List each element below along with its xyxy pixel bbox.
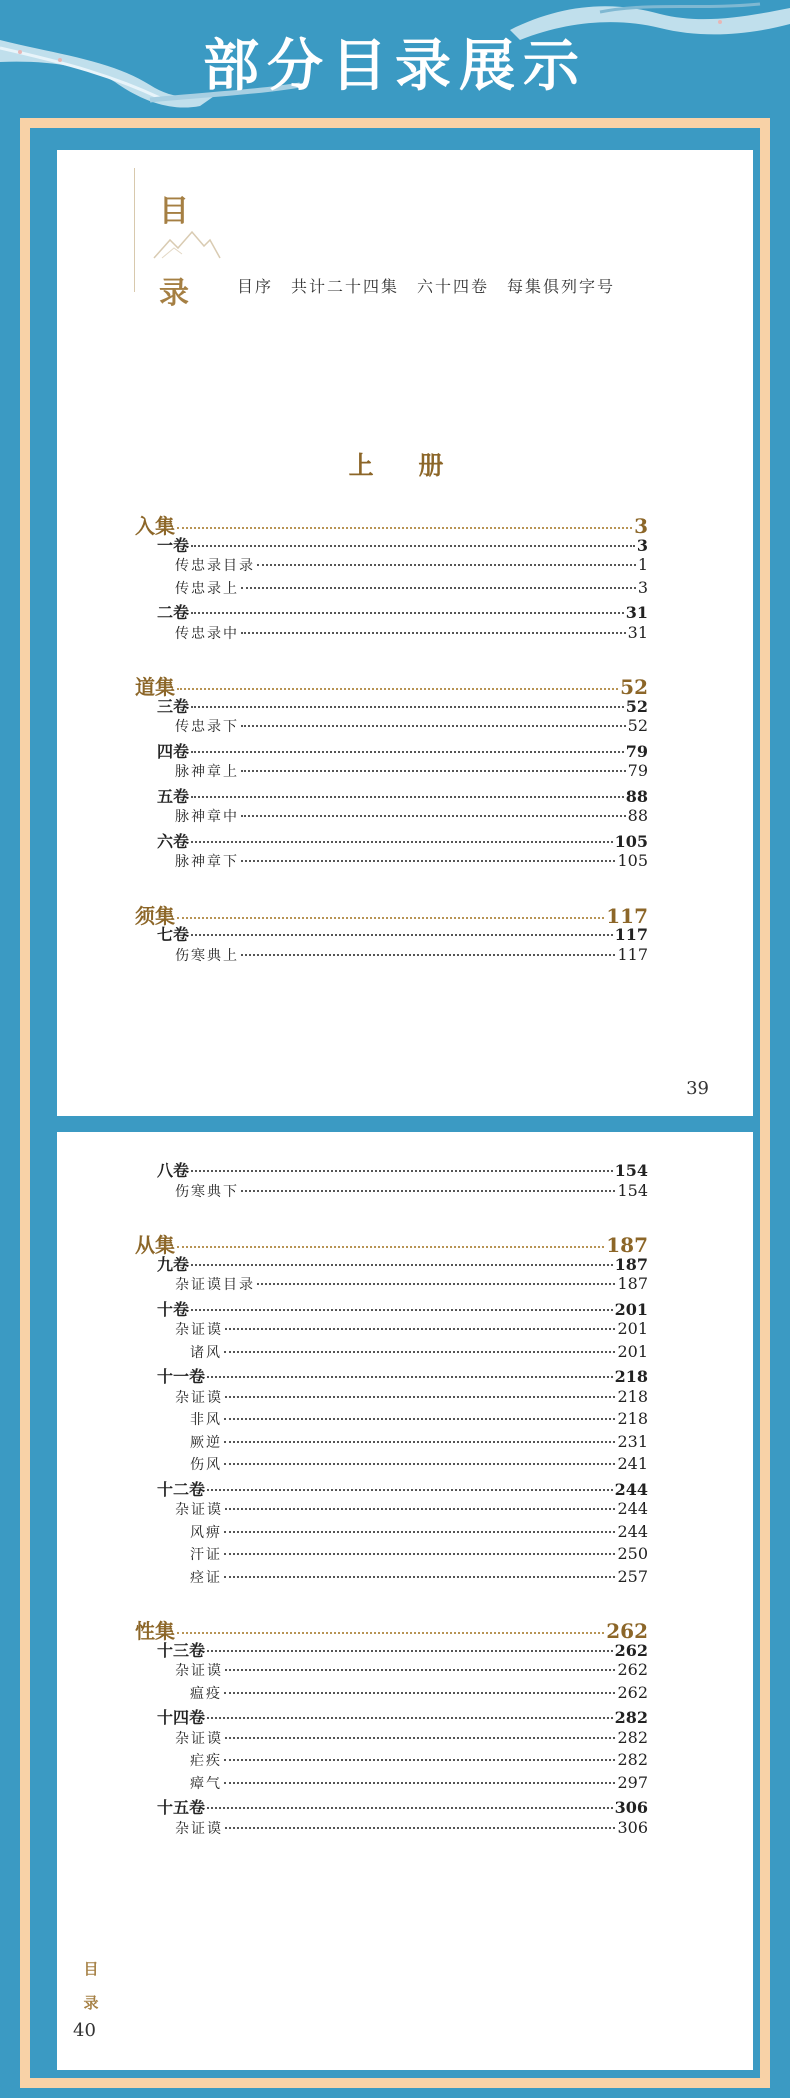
toc-volume-row bbox=[157, 533, 648, 556]
toc-leader-dots bbox=[225, 1669, 615, 1671]
toc-entry-row bbox=[175, 716, 648, 736]
toc-entry-row bbox=[175, 623, 648, 643]
toc-page-number: 262 bbox=[617, 1682, 648, 1702]
toc-entry-row bbox=[190, 1773, 648, 1793]
toc-leader-dots bbox=[207, 1650, 613, 1652]
toc-page-number: 244 bbox=[617, 1499, 648, 1518]
side-heading-lu: 录 bbox=[83, 1994, 99, 2012]
toc-page-number: 79 bbox=[627, 761, 648, 780]
toc-leader-dots bbox=[207, 1376, 613, 1378]
toc-entry-label: 杂证谟 bbox=[175, 1730, 223, 1747]
toc-leader-dots bbox=[191, 841, 613, 843]
toc-page-number: 306 bbox=[617, 1817, 648, 1837]
toc-entry-row bbox=[175, 1319, 648, 1339]
toc-leader-dots bbox=[224, 1759, 615, 1761]
toc-entry-label: 汗证 bbox=[190, 1547, 222, 1563]
toc-entry-label: 伤寒典上 bbox=[175, 947, 239, 964]
toc-page-number: 52 bbox=[625, 696, 648, 716]
toc-entry-label: 风痹 bbox=[190, 1524, 222, 1541]
toc-page-number: 262 bbox=[617, 1660, 648, 1679]
toc-leader-dots bbox=[257, 1283, 615, 1285]
toc-page-number: 117 bbox=[614, 925, 648, 944]
toc-entry-row bbox=[175, 578, 648, 598]
toc-page-number: 244 bbox=[617, 1521, 648, 1541]
toc-leader-dots bbox=[224, 1441, 615, 1443]
toc-entry-label: 从集 bbox=[135, 1233, 175, 1257]
toc-leader-dots bbox=[191, 1264, 613, 1266]
toc-entry-row bbox=[175, 761, 648, 781]
toc-entry-label: 伤风 bbox=[190, 1457, 222, 1473]
toc-entry-label: 八卷 bbox=[157, 1161, 190, 1180]
toc-entry-label: 十一卷 bbox=[157, 1367, 206, 1386]
toc-leader-dots bbox=[191, 1170, 613, 1172]
toc-entry-row bbox=[175, 1499, 648, 1519]
toc-leader-dots bbox=[224, 1692, 615, 1694]
heading-lu: 录 bbox=[159, 276, 189, 311]
toc-page-number: 306 bbox=[614, 1798, 648, 1817]
toc-volume-row bbox=[157, 1297, 648, 1320]
toc-entry-label: 十三卷 bbox=[157, 1640, 206, 1660]
side-heading-mu: 目 bbox=[83, 1960, 99, 1978]
toc-page-number: 88 bbox=[627, 806, 648, 825]
toc-leader-dots bbox=[225, 1508, 615, 1510]
toc-page-number: 154 bbox=[614, 1161, 648, 1180]
toc-leader-dots bbox=[191, 934, 613, 936]
toc-leader-dots bbox=[191, 545, 635, 547]
toc-entry-label: 厥逆 bbox=[190, 1434, 222, 1451]
toc-page-number: 3 bbox=[636, 535, 648, 555]
toc-entry-row bbox=[175, 806, 648, 826]
toc-entry-row bbox=[190, 1567, 648, 1587]
toc-leader-dots bbox=[224, 1418, 615, 1420]
heading-mu: 目 bbox=[159, 194, 189, 229]
toc-entry-row bbox=[190, 1683, 648, 1703]
toc-page-number: 282 bbox=[617, 1750, 648, 1769]
toc-volume-row bbox=[157, 1477, 648, 1500]
toc-page-number: 201 bbox=[617, 1319, 648, 1338]
toc-leader-dots bbox=[207, 1489, 613, 1491]
toc-page-number: 218 bbox=[617, 1409, 648, 1428]
toc-entry-label: 诸风 bbox=[190, 1344, 222, 1361]
toc-page-number: 105 bbox=[617, 851, 648, 870]
toc-page-number: 262 bbox=[606, 1619, 648, 1643]
toc-volume-row bbox=[157, 1364, 648, 1387]
mountain-icon bbox=[152, 228, 222, 260]
toc-page-number: 218 bbox=[614, 1367, 648, 1386]
toc-page-39 bbox=[57, 150, 753, 1116]
toc-leader-dots bbox=[177, 917, 604, 919]
toc-leader-dots bbox=[225, 1827, 615, 1829]
toc-page-number: 52 bbox=[620, 675, 648, 699]
toc-leader-dots bbox=[177, 1246, 604, 1248]
toc-entry-row bbox=[175, 945, 648, 965]
book-frame-inner bbox=[30, 128, 760, 2078]
toc-leader-dots bbox=[225, 1737, 615, 1739]
toc-entry-label: 非风 bbox=[190, 1412, 222, 1428]
toc-page-number: 187 bbox=[617, 1274, 648, 1293]
toc-entry-row bbox=[190, 1409, 648, 1429]
toc-leader-dots bbox=[257, 564, 636, 566]
toc-page-number: 241 bbox=[617, 1454, 648, 1473]
toc-entry-label: 道集 bbox=[135, 675, 175, 699]
toc-entry-label: 性集 bbox=[135, 1619, 175, 1643]
toc-page-number: 79 bbox=[625, 741, 648, 761]
toc-subtitle: 目序 共计二十四集 六十四卷 每集俱列字号 bbox=[237, 277, 616, 296]
toc-entry-row bbox=[175, 1387, 648, 1407]
toc-leader-dots bbox=[191, 796, 624, 798]
toc-entry-label: 须集 bbox=[135, 903, 175, 928]
book-frame bbox=[20, 118, 770, 2088]
toc-entry-label: 五卷 bbox=[157, 786, 190, 806]
toc-leader-dots bbox=[224, 1463, 615, 1465]
toc-entry-label: 脉神章中 bbox=[175, 809, 239, 825]
toc-volume-row bbox=[157, 600, 648, 623]
toc-volume-row bbox=[157, 1158, 648, 1181]
toc-entry-row bbox=[175, 1818, 648, 1838]
toc-entry-label: 四卷 bbox=[157, 741, 190, 761]
toc-leader-dots bbox=[241, 860, 615, 862]
toc-entry-label: 瘟疫 bbox=[190, 1685, 222, 1702]
toc-page-number: 117 bbox=[606, 903, 648, 928]
toc-leader-dots bbox=[191, 1309, 613, 1311]
toc-page-number: 105 bbox=[614, 831, 648, 851]
toc-entry-row bbox=[190, 1432, 648, 1452]
toc-leader-dots bbox=[225, 1396, 615, 1398]
toc-page-number: 201 bbox=[614, 1299, 648, 1319]
toc-page-number: 250 bbox=[617, 1544, 648, 1563]
toc-leader-dots bbox=[177, 527, 632, 529]
toc-page-number: 31 bbox=[627, 622, 648, 642]
toc-volume-row bbox=[157, 694, 648, 717]
toc-entry-row bbox=[190, 1750, 648, 1770]
banner-title: 部分目录展示 bbox=[203, 34, 587, 99]
toc-leader-dots bbox=[191, 706, 624, 708]
toc-page-number: 257 bbox=[617, 1566, 648, 1586]
toc-page-number: 201 bbox=[617, 1341, 648, 1361]
toc-entry-label: 十卷 bbox=[157, 1299, 190, 1319]
toc-entry-label: 杂证谟 bbox=[175, 1663, 223, 1679]
toc-page-number: 297 bbox=[617, 1772, 648, 1792]
toc-entry-label: 杂证谟 bbox=[175, 1502, 223, 1518]
toc-volume-row bbox=[157, 784, 648, 807]
toc-entry-label: 十二卷 bbox=[157, 1479, 206, 1499]
toc-entry-row bbox=[190, 1342, 648, 1362]
toc-page-number: 282 bbox=[617, 1727, 648, 1747]
toc-entry-label: 脉神章上 bbox=[175, 764, 239, 780]
toc-page-number: 187 bbox=[606, 1233, 648, 1257]
toc-entry-row bbox=[175, 1274, 648, 1294]
toc-entry-label: 杂证谟 bbox=[175, 1322, 223, 1338]
toc-entry-label: 传忠录上 bbox=[175, 580, 239, 597]
toc-leader-dots bbox=[241, 815, 626, 817]
toc-leader-dots bbox=[191, 751, 624, 753]
toc-entry-label: 杂证谟 bbox=[175, 1389, 223, 1406]
toc-volume-row bbox=[157, 1252, 648, 1275]
toc-page-40 bbox=[57, 1132, 753, 2070]
toc-page-number: 88 bbox=[625, 786, 648, 806]
toc-page-number: 282 bbox=[614, 1708, 648, 1727]
toc-entry-label: 传忠录中 bbox=[175, 625, 239, 642]
toc-page-number: 31 bbox=[625, 603, 648, 622]
toc-entry-row bbox=[190, 1454, 648, 1474]
toc-entry-row bbox=[175, 851, 648, 871]
toc-page-number: 117 bbox=[617, 944, 648, 964]
toc-volume-row bbox=[157, 922, 648, 945]
toc-page-number: 52 bbox=[627, 716, 648, 735]
toc-leader-dots bbox=[224, 1576, 615, 1578]
page-number: 40 bbox=[73, 2020, 96, 2041]
toc-entry-label: 伤寒典下 bbox=[175, 1183, 239, 1200]
toc-leader-dots bbox=[241, 587, 636, 589]
toc-leader-dots bbox=[225, 1328, 615, 1330]
toc-leader-dots bbox=[177, 1632, 604, 1634]
toc-entry-label: 瘴气 bbox=[190, 1775, 222, 1792]
toc-entry-label: 十五卷 bbox=[157, 1798, 206, 1817]
toc-entry-label: 六卷 bbox=[157, 831, 190, 851]
toc-entry-row bbox=[175, 1660, 648, 1680]
toc-entry-label: 疟疾 bbox=[190, 1753, 222, 1769]
toc-volume-row bbox=[157, 829, 648, 852]
toc-entry-label: 入集 bbox=[135, 514, 175, 538]
toc-page-number: 262 bbox=[614, 1640, 648, 1660]
toc-leader-dots bbox=[224, 1782, 615, 1784]
toc-entry-label: 杂证谟目录 bbox=[175, 1277, 255, 1293]
volume-title: 上 册 bbox=[348, 451, 462, 480]
toc-page-number: 187 bbox=[614, 1254, 648, 1274]
toc-leader-dots bbox=[241, 632, 626, 634]
toc-page-number: 154 bbox=[617, 1180, 648, 1200]
toc-volume-row bbox=[157, 1795, 648, 1818]
toc-page-number: 244 bbox=[614, 1479, 648, 1499]
toc-page-number: 1 bbox=[637, 555, 648, 574]
banner bbox=[0, 0, 790, 118]
page-number: 39 bbox=[686, 1078, 709, 1099]
toc-leader-dots bbox=[224, 1351, 615, 1353]
side-heading bbox=[81, 1952, 101, 2020]
toc-entry-label: 二卷 bbox=[157, 603, 190, 622]
toc-entry-row bbox=[175, 1181, 648, 1201]
toc-leader-dots bbox=[177, 688, 618, 690]
toc-leader-dots bbox=[241, 1190, 615, 1192]
toc-volume-row bbox=[157, 1638, 648, 1661]
toc-entry-label: 三卷 bbox=[157, 696, 190, 716]
toc-leader-dots bbox=[207, 1807, 613, 1809]
toc-entry-label: 传忠录下 bbox=[175, 719, 239, 735]
toc-entry-label: 十四卷 bbox=[157, 1708, 206, 1727]
toc-leader-dots bbox=[224, 1531, 615, 1533]
toc-leader-dots bbox=[207, 1717, 613, 1719]
toc-volume-row bbox=[157, 1705, 648, 1728]
toc-leader-dots bbox=[191, 612, 624, 614]
toc-entry-label: 九卷 bbox=[157, 1254, 190, 1274]
toc-page-number: 3 bbox=[634, 514, 648, 538]
toc-entry-row bbox=[175, 1728, 648, 1748]
toc-page-number: 3 bbox=[637, 577, 648, 597]
toc-page-number: 218 bbox=[617, 1386, 648, 1406]
toc-volume-row bbox=[157, 739, 648, 762]
toc-entry-label: 脉神章下 bbox=[175, 854, 239, 870]
toc-entry-row bbox=[190, 1544, 648, 1564]
toc-entry-label: 一卷 bbox=[157, 535, 190, 555]
toc-entry-label: 杂证谟 bbox=[175, 1820, 223, 1837]
toc-entry-label: 传忠录目录 bbox=[175, 558, 255, 574]
toc-leader-dots bbox=[241, 725, 626, 727]
toc-entry-row bbox=[190, 1522, 648, 1542]
toc-entry-row bbox=[175, 555, 648, 575]
toc-entry-label: 七卷 bbox=[157, 925, 190, 944]
toc-leader-dots bbox=[241, 954, 615, 956]
toc-leader-dots bbox=[224, 1553, 615, 1555]
toc-leader-dots bbox=[241, 770, 626, 772]
toc-page-number: 231 bbox=[617, 1431, 648, 1451]
heading-divider bbox=[134, 168, 135, 292]
toc-entry-label: 痉证 bbox=[190, 1569, 222, 1586]
